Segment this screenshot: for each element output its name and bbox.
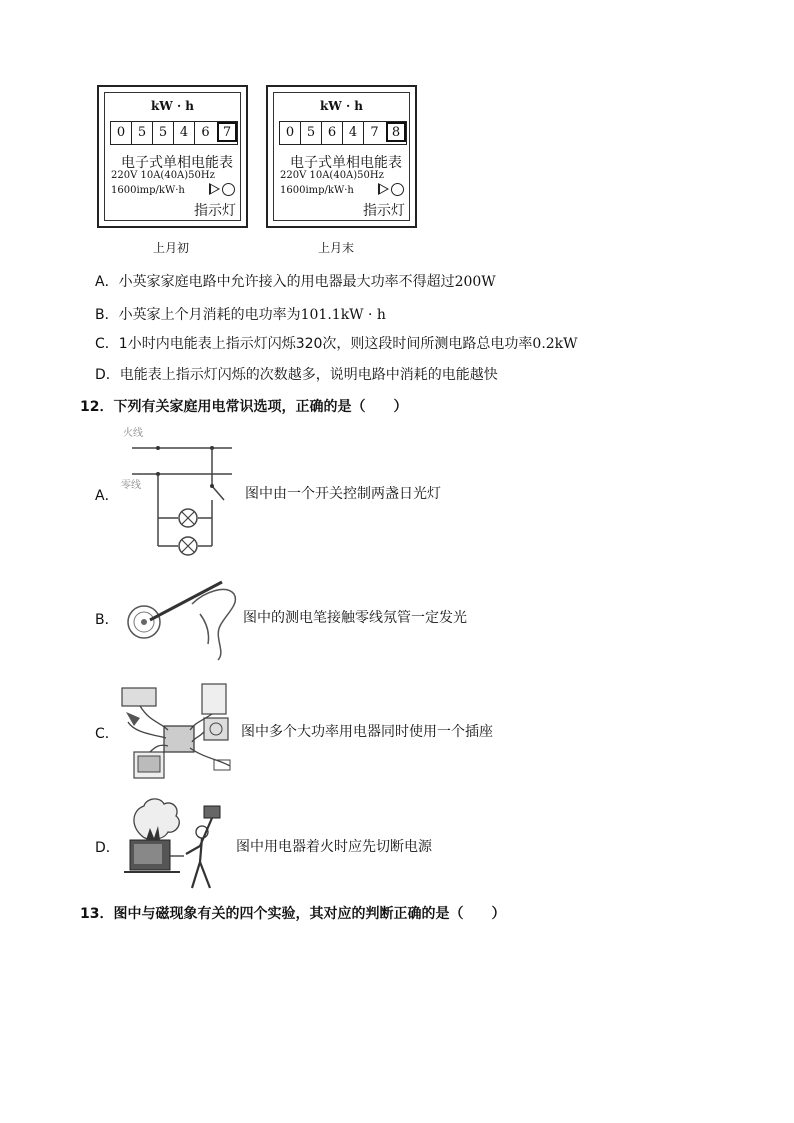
appliance-icon <box>202 684 226 714</box>
test-pen-icon <box>150 582 222 620</box>
meter-spec-constant: 1600imp/kW·h <box>280 185 354 196</box>
meter-name: 电子式单相电能表 <box>290 155 402 171</box>
test-pen-illustration <box>122 574 242 664</box>
switch-icon <box>212 486 224 500</box>
meter-indicator-label: 指示灯 <box>363 203 405 219</box>
meter-digit: 5 <box>132 122 153 144</box>
switch-pivot <box>210 484 214 488</box>
electric-meter-start <box>97 85 248 228</box>
q11-option-a <box>95 271 496 291</box>
meter-caption: 上月初 <box>153 241 190 255</box>
junction-dot <box>156 446 160 450</box>
q12-option-c-text: 图中多个大功率用电器同时使用一个插座 <box>241 724 493 740</box>
indicator-light-icon <box>222 183 235 196</box>
option-math: 200W <box>454 274 496 290</box>
appliance-fire-illustration <box>124 796 234 892</box>
meter-spec-constant: 1600imp/kW·h <box>111 185 185 196</box>
meter-digit: 4 <box>174 122 195 144</box>
question-13-title: 13．图中与磁现象有关的四个实验，其对应的判断正确的是（ ） <box>80 906 506 922</box>
option-text: 电能表上指示灯闪烁的次数越多，说明电路中消耗的电能越快 <box>119 367 498 383</box>
meter-caption: 上月末 <box>318 241 355 255</box>
meter-spec-rating: 220V 10A(40A)50Hz <box>280 170 384 181</box>
q11-option-d <box>95 364 498 384</box>
option-math: 101.1kW · h <box>300 307 386 323</box>
meter-digit-decimal: 7 <box>217 122 237 142</box>
option-letter: A． <box>95 274 119 290</box>
circuit-diagram <box>120 426 240 556</box>
meter-unit: kW · h <box>150 99 195 113</box>
meter-digit: 6 <box>201 125 210 140</box>
neutral-wire-label: 零线 <box>121 480 141 491</box>
socket-icon <box>164 726 194 752</box>
q12-option-c-letter: C． <box>95 726 119 742</box>
q12-option-b-text: 图中的测电笔接触零线氖管一定发光 <box>243 610 467 626</box>
option-letter: D． <box>95 367 120 383</box>
play-triangle-icon <box>378 183 389 195</box>
option-text: 小英家家庭电路中允许接入的用电器最大功率不得超过 <box>118 274 455 290</box>
overloaded-socket-illustration <box>120 682 240 782</box>
q12-option-d-text: 图中用电器着火时应先切断电源 <box>236 839 432 855</box>
meter-digit: 6 <box>322 122 343 144</box>
option-letter: C． <box>95 336 119 352</box>
meter-digit: 5 <box>301 122 322 144</box>
q11-option-c <box>95 333 578 353</box>
meter-digits <box>110 121 238 145</box>
q12-option-d-letter: D． <box>95 840 120 856</box>
meter-indicator-label: 指示灯 <box>194 203 236 219</box>
q11-option-b <box>95 304 386 324</box>
switch-box-icon <box>204 806 220 818</box>
electric-meter-end <box>266 85 417 228</box>
option-letter: B． <box>95 307 119 323</box>
meter-unit: kW · h <box>319 99 364 113</box>
q12-option-a-text: 图中由一个开关控制两盏日光灯 <box>245 486 441 502</box>
meter-digit: 5 <box>153 122 174 144</box>
option-math: 0.2kW <box>532 336 578 352</box>
meter-digit: 0 <box>280 122 301 144</box>
fan-icon <box>126 712 140 726</box>
option-text: 小英家上个月消耗的电功率为 <box>118 307 301 323</box>
meter-name: 电子式单相电能表 <box>121 155 233 171</box>
meter-digit: 7 <box>370 125 379 140</box>
indicator-light-icon <box>391 183 404 196</box>
appliance-icon <box>204 718 228 740</box>
meter-digit: 0 <box>111 122 132 144</box>
option-text: 1小时内电能表上指示灯闪烁320次，则这段时间所测电路总电功率 <box>118 336 533 352</box>
appliance-icon <box>122 688 156 706</box>
play-triangle-icon <box>209 183 220 195</box>
live-wire-label: 火线 <box>123 428 143 439</box>
question-12-title: 12．下列有关家庭用电常识选项，正确的是（ ） <box>80 399 408 415</box>
q12-option-b-letter: B． <box>95 612 119 628</box>
meter-spec-rating: 220V 10A(40A)50Hz <box>111 170 215 181</box>
meter-digit-decimal: 8 <box>386 122 406 142</box>
q12-option-a-letter: A． <box>95 488 119 504</box>
meter-digit: 4 <box>343 122 364 144</box>
meter-digits <box>279 121 407 145</box>
hand-icon <box>192 589 235 660</box>
